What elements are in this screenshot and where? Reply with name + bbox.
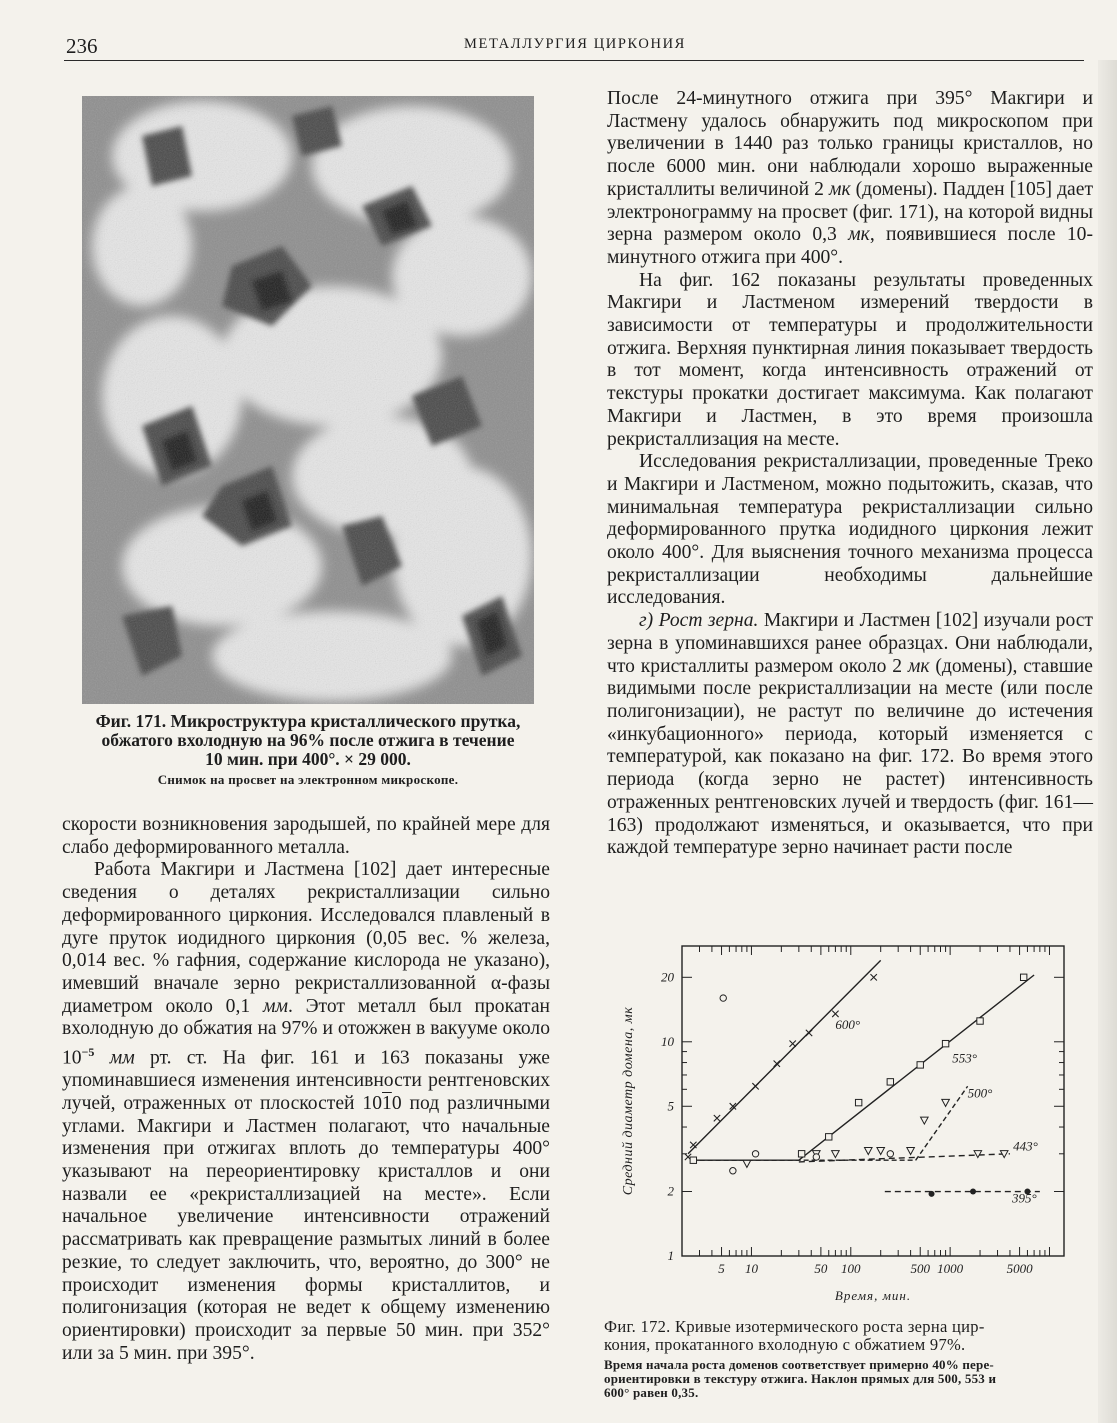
data-point-triangle xyxy=(974,1151,982,1158)
right-paragraph-2: На фиг. 162 показаны результаты проведенных Макгири и Ластменом измерений твердости в зависимости от температуры и продолжительности отжига. Верхняя пунктирная линия показывает твердость в тот момент, когда интенсивность отражений от текстуры прокатки достигает максимума. Как полагают Макгири и Ластмен, в это время произошла рекристаллизация на месте. xyxy=(607,269,1093,450)
text-run: . Этот металл был прокатан вхолодную до обжатия на 97% и отожжен в вакууме около 10 xyxy=(62,995,551,1069)
figure-172-note-line: Время начала роста доменов соответствует примерно 40% пере- xyxy=(604,1357,994,1372)
series-label: 600° xyxy=(835,1016,861,1032)
data-point-square xyxy=(977,1018,983,1024)
text-run: После 24-минутного отжига при 395° Макгири и Ластмену удалось обнаружить под микроскопом при увеличении в 1440 раз только границы кристаллов, но после 6000 мин. они наблюдали хорошо выраженные кристаллиты величиной 2 xyxy=(607,88,1093,200)
left-paragraph-2 xyxy=(62,859,550,1365)
series-label: 553° xyxy=(952,1050,977,1066)
figure-172-caption xyxy=(604,1318,1094,1354)
grain-growth-chart-svg xyxy=(612,938,1092,1308)
data-point-triangle xyxy=(942,1099,950,1106)
unit-mm: мм xyxy=(262,995,288,1017)
text-run: Работа Макгири и Ластмена [102] дает интересные сведения о деталях рекристаллизации сильно деформированного циркония. Исследовался плавленый в дуге пруток иодидного циркония (0,05 вес. % железа, 0,014 вес. % гафния, содержание кислорода не указано), имевший вначале зерно рекристаллизованной α-фазы диаметром около 0,1 xyxy=(62,859,550,1017)
section-heading: г) Рост зерна. xyxy=(639,610,759,632)
figure-172-caption-line: кония, прокатанного вхолодную с обжатием 97%. xyxy=(604,1335,966,1354)
x-axis-label: Время, мин. xyxy=(834,1288,912,1303)
x-tick-label: 5 xyxy=(718,1261,725,1276)
text-run: (домены), ставшие видимыми после рекристаллизации на месте (или после полигонизации), не растут по величине до истечения «инкубационного» периода, который изменяется с температурой, как показано на фиг. 172. Во время этого периода (когда зерно не растет) интенсивность отраженных рентгеновских лучей и твердость (фиг. 161—163) продолжают изменяться, и оказывается, что при каждой температуре зерно начинает расти после xyxy=(607,655,1093,859)
header-rule xyxy=(64,60,1084,61)
text-run: (домены). Падден [105] дает электронограмму на просвет (фиг. 171), на которой видны зерна размером около 0,3 xyxy=(607,178,1094,246)
data-point-square xyxy=(690,1157,696,1163)
fit-line xyxy=(692,975,1034,1160)
data-point-triangle xyxy=(921,1117,929,1124)
text-run: рт. ст. На фиг. 161 и 163 показаны уже упоминавшиеся изменения интенсивности рентгеновских лучей, отраженных от плоскостей 10 xyxy=(62,1047,550,1114)
data-point-x xyxy=(714,1115,720,1121)
y-tick-label: 1 xyxy=(667,1248,674,1263)
unit-mk: мк xyxy=(828,178,851,200)
data-point-x xyxy=(774,1061,780,1067)
series-label: 500° xyxy=(967,1085,993,1101)
fit-line xyxy=(688,960,881,1153)
running-title: МЕТАЛЛУРГИЯ ЦИРКОНИЯ xyxy=(464,36,686,52)
data-point-x xyxy=(690,1142,696,1148)
data-point-triangle xyxy=(864,1148,872,1155)
page-edge-shadow xyxy=(1098,60,1117,1423)
x-tick-label: 10 xyxy=(744,1261,758,1276)
data-point-open-circle xyxy=(813,1154,819,1160)
data-point-square xyxy=(887,1079,893,1085)
plane-index-bar: 1 xyxy=(382,1092,392,1114)
right-paragraph-3: Исследования рекристаллизации, проведенные Треко и Макгири и Ластменом, можно подытожить, сказав, что минимальная температура рекристаллизации сильно деформированного прутка иодидного циркония лежит около 400°. Для выяснения точного механизма процесса рекристаллизации необходимы дальнейшие исследования. xyxy=(607,451,1093,609)
y-tick-label: 10 xyxy=(661,1033,674,1049)
figure-171-caption-line: 10 мин. при 400°. × 29 000. xyxy=(205,749,411,769)
data-point-square xyxy=(942,1040,948,1046)
data-point-square xyxy=(917,1062,923,1068)
left-column xyxy=(62,814,550,1365)
unit-mm: мм xyxy=(94,1047,135,1069)
data-point-square xyxy=(1020,974,1026,980)
right-paragraph-4 xyxy=(607,610,1093,860)
data-point-open-circle xyxy=(720,995,726,1001)
fit-line xyxy=(692,1086,968,1160)
figure-171-caption-line: Фиг. 171. Микроструктура кристаллического прутка, xyxy=(95,711,521,731)
data-point-x xyxy=(806,1030,812,1036)
figure-172-note-line: 600° равен 0,35. xyxy=(604,1385,699,1400)
x-tick-label: 50 xyxy=(814,1261,828,1276)
unit-mk: мк xyxy=(848,224,870,246)
data-point-square xyxy=(855,1099,861,1105)
data-point-open-circle xyxy=(752,1151,758,1157)
x-tick-label: 500 xyxy=(910,1261,930,1276)
data-point-x xyxy=(789,1040,795,1046)
data-point-square xyxy=(798,1151,804,1157)
text-run: , появившиеся после 10-минутного отжига при 400°. xyxy=(607,224,1093,268)
text-run: Макгири и Ластмен [102] изучали рост зерна в упоминавшихся ранее образцах. Они наблюдали, что кристаллиты размером около 2 xyxy=(607,610,1093,677)
data-point-filled-circle xyxy=(929,1191,935,1197)
x-tick-label: 1000 xyxy=(937,1261,964,1276)
data-point-triangle xyxy=(832,1151,840,1158)
data-point-triangle xyxy=(877,1148,885,1155)
figure-172-note-line: ориентировки в текстуру отжига. Наклон прямых для 500, 553 и xyxy=(604,1371,997,1386)
data-point-open-circle xyxy=(730,1168,736,1174)
text-run: 0 под различными углами. Макгири и Ластмен полагают, что начальные изменения при отжигах вплоть до температуры 400° указывают на переориентировку кристаллов и они назвали ее «рекристаллизацией на месте». Если начальное увеличение интенсивности отражений рассматривать как превращение размытых линий в более резкие, то следует заключить, что, вероятно, до 300° не происходит изменения формы кристаллитов, и полигонизация (которая не ведет к общему изменению ориентировки) происходит за первые 50 мин. при 352° или за 5 мин. при 395°. xyxy=(62,1092,550,1364)
right-column xyxy=(607,88,1093,860)
data-point-open-circle xyxy=(887,1151,893,1157)
unit-mk: мк xyxy=(907,655,930,677)
data-point-triangle xyxy=(907,1148,915,1155)
right-paragraph-1 xyxy=(607,88,1093,270)
y-tick-label: 2 xyxy=(667,1183,674,1199)
figure-171-note: Снимок на просвет на электронном микроскопе. xyxy=(157,772,459,787)
data-point-x xyxy=(752,1083,758,1089)
left-paragraph-1: скорости возникновения зародышей, по крайней мере для слабо деформированного металла. xyxy=(62,814,550,858)
y-tick-label: 20 xyxy=(661,969,674,985)
series-label: 443° xyxy=(1013,1138,1038,1154)
figure-172-chart xyxy=(612,938,1092,1308)
y-axis-label: Средний диаметр домена, мк xyxy=(621,1006,636,1196)
data-point-filled-circle xyxy=(970,1189,976,1195)
figure-171-caption-line: обжатого вхолодную на 96% после отжига в течение xyxy=(101,730,515,750)
figure-171-caption xyxy=(62,712,554,769)
x-tick-label: 5000 xyxy=(1006,1261,1033,1276)
series-label: 395° xyxy=(1012,1190,1037,1206)
exponent: −5 xyxy=(81,1045,95,1060)
figure-172-note xyxy=(604,1358,1094,1400)
page-number: 236 xyxy=(66,34,98,58)
data-point-square xyxy=(826,1134,832,1140)
y-tick-label: 5 xyxy=(667,1098,674,1114)
micrograph-photo xyxy=(82,96,534,704)
data-point-triangle xyxy=(743,1160,751,1167)
data-point-x xyxy=(870,974,876,980)
figure-172-caption-line: Фиг. 172. Кривые изотермического роста зерна цир- xyxy=(604,1317,985,1336)
x-tick-label: 100 xyxy=(841,1261,861,1276)
